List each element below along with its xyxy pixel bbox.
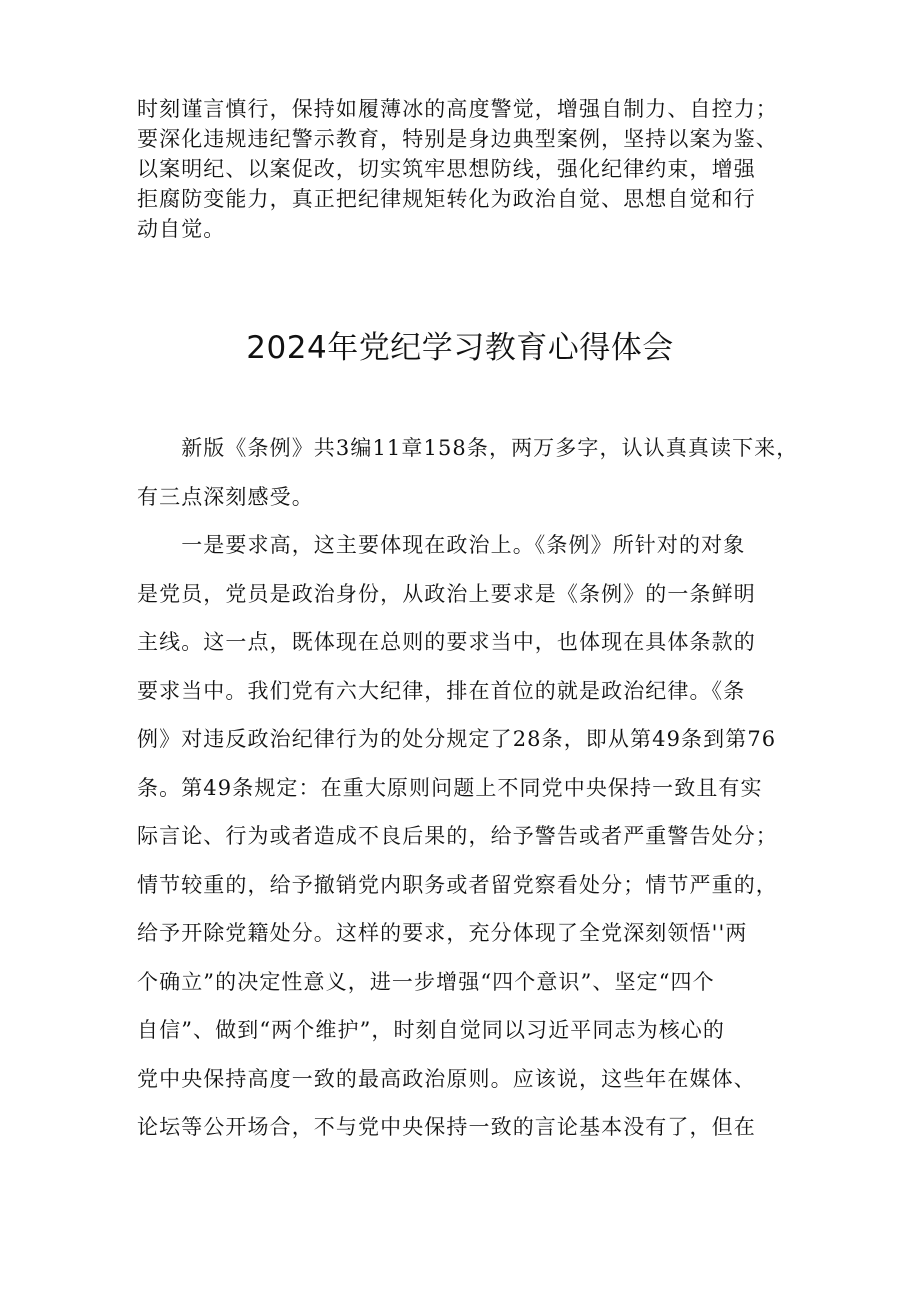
text-line: 个确立”的决定性意义，进一步增强“四个意识”、坚定“四个	[137, 969, 715, 994]
text-line: 要求当中。我们党有六大纪律，排在首位的就是政治纪律。《条	[137, 678, 746, 703]
text-line: 要深化违规违纪警示教育，特别是身边典型案例，坚持以案为鉴、	[137, 127, 778, 151]
continued-paragraph	[137, 94, 805, 244]
text-line: 给予开除党籍处分。这样的要求，充分体现了全党深刻领悟''两	[137, 921, 748, 945]
text-line: 动自觉。	[137, 217, 226, 241]
text-line: 以案明纪、以案促改，切实筑牢思想防线，强化纪律约束，增强	[137, 157, 756, 181]
text-line: 际言论、行为或者造成不良后果的，给予警告或者严重警告处分；	[137, 824, 778, 848]
text-line: 是党员，党员是政治身份，从政治上要求是《条例》的一条鲜明	[137, 581, 756, 606]
text-line: 情节较重的，给予撤销党内职务或者留党察看处分；情节严重的，	[137, 872, 778, 897]
text-line: 一是要求高，这主要体现在政治上。《条例》所针对的对象	[137, 533, 746, 557]
text-line: 时刻谨言慎行，保持如履薄冰的高度警觉，增强自制力、自控力；	[137, 97, 778, 121]
text-line: 党中央保持高度一致的最高政治原则。应该说，这些年在媒体、	[137, 1066, 756, 1091]
text-line: 自信”、做到“两个维护”，时刻自觉同以习近平同志为核心的	[137, 1018, 726, 1042]
text-line: 条。第49条规定：在重大原则问题上不同党中央保持一致且有实	[137, 775, 763, 800]
text-line: 有三点深刻感受。	[137, 484, 314, 509]
text-line: 拒腐防变能力，真正把纪律规矩转化为政治自觉、思想自觉和行	[137, 187, 756, 211]
text-line: 论坛等公开场合，不与党中央保持一致的言论基本没有了，但在	[137, 1115, 756, 1139]
paragraph-first-point	[137, 521, 805, 1152]
document-title: 2024年党纪学习教育心得体会	[246, 330, 674, 366]
text-line: 例》对违反政治纪律行为的处分规定了28条，即从第49条到第76	[137, 727, 777, 751]
text-line: 主线。这一点，既体现在总则的要求当中，也体现在具体条款的	[137, 630, 756, 654]
text-line: 新版《条例》共3编11章158条，两万多字，认认真真读下来，	[137, 436, 799, 460]
document-body	[137, 424, 805, 1152]
paragraph-intro	[137, 424, 805, 521]
